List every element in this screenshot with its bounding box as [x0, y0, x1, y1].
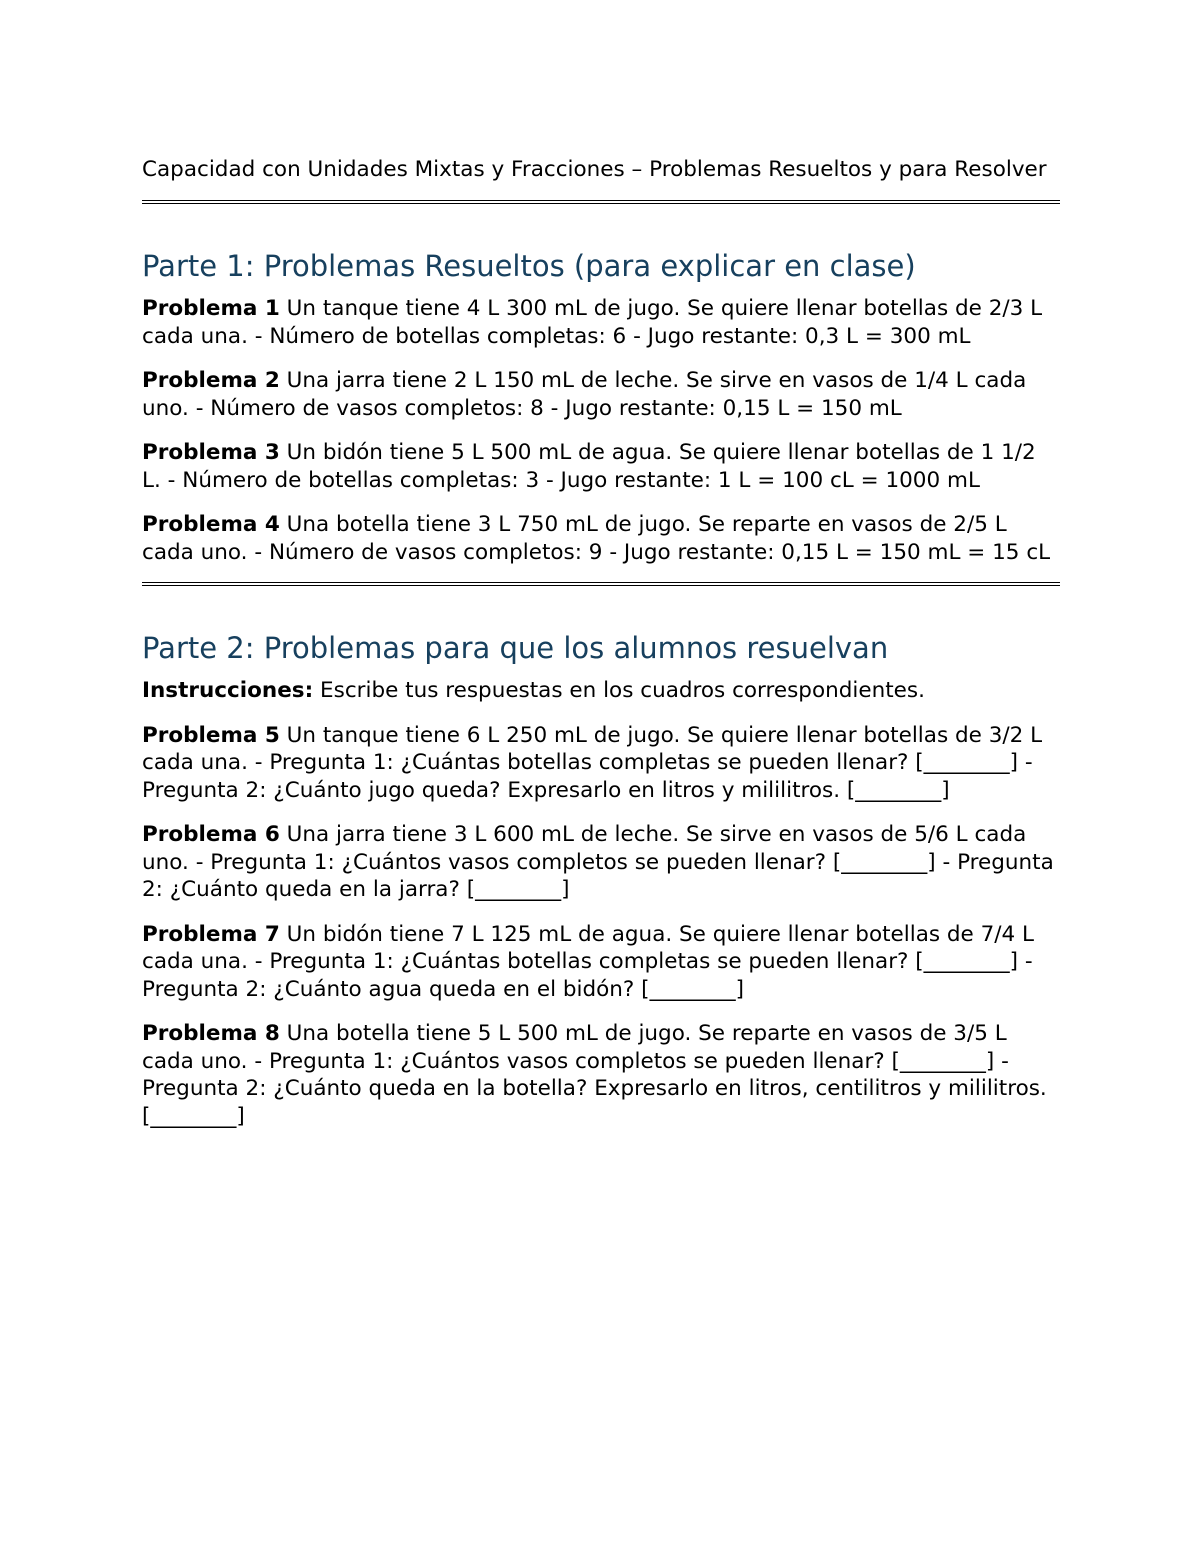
- horizontal-divider: [142, 200, 1060, 204]
- problem-8-label: Problema 8: [142, 1021, 280, 1046]
- problem-1: [142, 295, 1060, 350]
- problem-6-text: Una jarra tiene 3 L 600 mL de leche. Se sirve en vasos de 5/6 L cada uno. - Pregunta 1: ¿Cuántos vasos completos se pueden llenar? [________] - Pregunta 2: ¿Cuánto queda en la jarra? [________]: [142, 822, 1054, 902]
- instructions-text: Escribe tus respuestas en los cuadros correspondientes.: [313, 678, 925, 703]
- part1-heading: Parte 1: Problemas Resueltos (para explicar en clase): [142, 249, 916, 283]
- problem-4-label: Problema 4: [142, 512, 280, 537]
- document-page: [142, 156, 1060, 1130]
- problem-3-text: Un bidón tiene 5 L 500 mL de agua. Se quiere llenar botellas de 1 1/2 L. - Número de botellas completas: 3 - Jugo restante: 1 L = 100 cL = 1000 mL: [142, 440, 1036, 493]
- problem-3-label: Problema 3: [142, 440, 280, 465]
- problem-4: [142, 511, 1060, 566]
- problem-7: [142, 921, 1060, 1004]
- problem-6: [142, 821, 1060, 904]
- problem-2-text: Una jarra tiene 2 L 150 mL de leche. Se sirve en vasos de 1/4 L cada uno. - Número de vasos completos: 8 - Jugo restante: 0,15 L = 150 mL: [142, 368, 1027, 421]
- problem-8: [142, 1020, 1060, 1130]
- problem-4-text: Una botella tiene 3 L 750 mL de jugo. Se reparte en vasos de 2/5 L cada uno. - Número de vasos completos: 9 - Jugo restante: 0,15 L = 150 mL = 15 cL: [142, 512, 1051, 565]
- instructions-label: Instrucciones:: [142, 678, 314, 703]
- problem-2-label: Problema 2: [142, 368, 280, 393]
- problem-2: [142, 367, 1060, 422]
- problem-1-label: Problema 1: [142, 296, 280, 321]
- problem-5-text: Un tanque tiene 6 L 250 mL de jugo. Se quiere llenar botellas de 3/2 L cada una. - Pregunta 1: ¿Cuántas botellas completas se pueden llenar? [________] - Pregunta 2: ¿Cuánto jugo queda? Expresarlo en litros y mililitros. [________]: [142, 722, 1043, 803]
- problem-1-text: Un tanque tiene 4 L 300 mL de jugo. Se quiere llenar botellas de 2/3 L cada una. - Número de botellas completas: 6 - Jugo restante: 0,3 L = 300 mL: [142, 296, 1043, 349]
- horizontal-divider: [142, 582, 1060, 586]
- problem-7-text: Un bidón tiene 7 L 125 mL de agua. Se quiere llenar botellas de 7/4 L cada una. - Pregunta 1: ¿Cuántas botellas completas se pueden llenar? [________] - Pregunta 2: ¿Cuánto agua queda en el bidón? [________]: [142, 921, 1035, 1002]
- problem-7-label: Problema 7: [142, 921, 280, 947]
- problem-6-label: Problema 6: [142, 822, 280, 847]
- document-title: Capacidad con Unidades Mixtas y Fracciones – Problemas Resueltos y para Resolver: [142, 157, 1047, 182]
- problem-5: [142, 722, 1060, 805]
- instructions: [142, 677, 1060, 705]
- problem-8-text: Una botella tiene 5 L 500 mL de jugo. Se reparte en vasos de 3/5 L cada uno. - Pregunta 1: ¿Cuántos vasos completos se pueden llenar? [________] - Pregunta 2: ¿Cuánto queda en la botella? Expresarlo en litros, centilitros y mililitros. [________]: [142, 1021, 1047, 1129]
- problem-5-label: Problema 5: [142, 722, 280, 748]
- problem-3: [142, 439, 1060, 494]
- part2-heading: Parte 2: Problemas para que los alumnos resuelvan: [142, 631, 889, 665]
